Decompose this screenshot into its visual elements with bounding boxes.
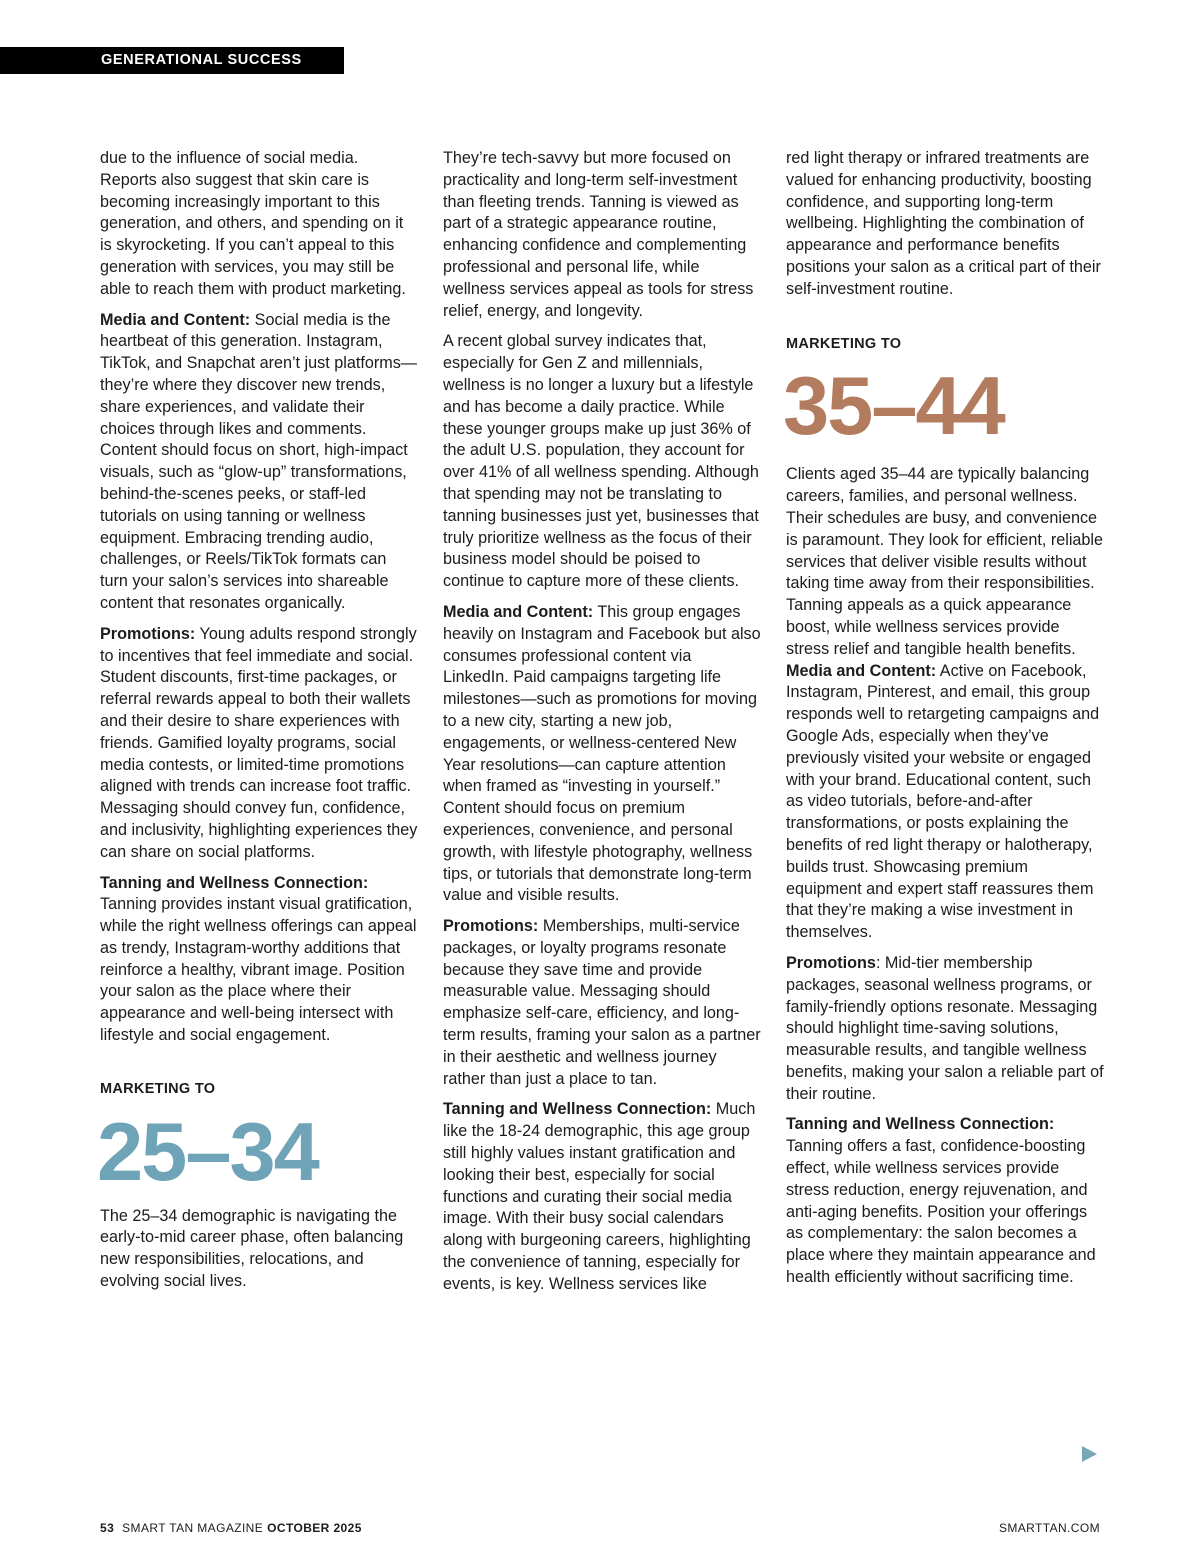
section-title: GENERATIONAL SUCCESS: [101, 52, 302, 68]
age-range-heading: 35–44: [783, 359, 1004, 453]
paragraph-promotions: [443, 916, 761, 1090]
footer-left: [100, 1521, 362, 1535]
paragraph-text: Young adults respond strongly to incentives that feel immediate and social. Student discounts, first-time packages, or referral rewards appeal to both their wallets and their desire to share experiences with friends. Gamified loyalty programs, social media contests, or limited-time promotions aligned with trends can increase foot traffic. Messaging should convey fun, confidence, and inclusivity, highlighting experiences they can share on social platforms.: [100, 624, 418, 861]
paragraph-text: This group engages heavily on Instagram and Facebook but also consumes professional content via LinkedIn. Paid campaigns targeting life milestones—such as promotions for moving to a new city, starting a new job, engagements, or wellness-centered New Year resolutions—can capture attention when framed as “investing in yourself.” Content should focus on premium experiences, convenience, and personal growth, with lifestyle photography, wellness tips, or tutorials that demonstrate long-term value and visible results.: [443, 602, 761, 905]
column-3: [783, 148, 1104, 1298]
paragraph-text: Much like the 18-24 demographic, this age group still highly values instant gratification and looking their best, especially for social functions and curating their social media image. With their busy social calendars along with burgeoning careers, highlighting the convenience of tanning, especially for events, is key. Wellness services like: [443, 1100, 756, 1293]
paragraph-tanning-wellness: [786, 1114, 1104, 1288]
subhead-media: Media and Content:: [443, 602, 594, 621]
paragraph-promotions: [100, 624, 418, 864]
subhead-promotions: Promotions: [786, 953, 876, 972]
paragraph-tanning-wellness: [443, 1099, 761, 1295]
website-url: SMARTTAN.COM: [998, 1521, 1100, 1535]
paragraph-text: Memberships, multi-service packages, or loyalty programs resonate because they save time and provide measurable value. Messaging should emphasize self-care, efficiency, and long-term results, framing your salon as a partner in their aesthetic and wellness journey rather than just a place to tan.: [443, 917, 761, 1088]
paragraph-promotions: [786, 953, 1104, 1106]
marketing-label: MARKETING TO: [100, 1080, 216, 1097]
paragraph-text: Tanning offers a fast, confidence-boosting effect, while wellness services provide stress reduction, energy rejuvenation, and anti-aging benefits. Position your offerings as complementary: the salon becomes a place where they maintain appearance and health efficiently without sacrificing time.: [786, 1137, 1096, 1287]
paragraph: They’re tech-savvy but more focused on practicality and long-term self-investment than fleeting trends. Tanning is viewed as part of a strategic appearance routine, enhancing confidence and complementing professional and personal life, while wellness services appeal as tools for stress relief, energy, and longevity.: [443, 149, 754, 320]
issue-date: OCTOBER 2025: [267, 1521, 362, 1535]
column-1: [97, 148, 418, 1302]
paragraph-text: Active on Facebook, Instagram, Pinterest, and email, this group responds well to retargeting campaigns and Google Ads, especially when they’ve previously visited your website or engaged with your brand. Educational content, such as video tutorials, before-and-after transformations, or posts explaining the benefits of red light therapy or halotherapy, builds trust. Showcasing premium equipment and expert staff reassures them that they’re making a wise investment in themselves.: [786, 661, 1100, 942]
paragraph: A recent global survey indicates that, especially for Gen Z and millennials, wellness is no longer a luxury but a lifestyle and has become a daily practice. While these younger groups make up just 36% of the adult U.S. population, they account for over 41% of all wellness spending. Although that spending may not be translating to tanning businesses just yet, businesses that truly prioritize wellness as the focus of their business model should be poised to continue to capture more of these clients.: [443, 332, 759, 591]
paragraph-media: [100, 310, 418, 615]
magazine-name: SMART TAN MAGAZINE: [122, 1521, 264, 1535]
subhead-media: Media and Content:: [100, 310, 251, 329]
paragraph-text: : Mid-tier membership packages, seasonal wellness programs, or family-friendly options resonate. Messaging should highlight time-saving solutions, measurable results, and tangible wellness benefits, making your salon a reliable part of their routine.: [786, 953, 1104, 1103]
paragraph-text: Social media is the heartbeat of this generation. Instagram, TikTok, and Snapchat aren’t just platforms—they’re where they discover new trends, share experiences, and validate their choices through likes and comments. Content should focus on short, high-impact visuals, such as “glow-up” transformations, behind-the-scenes peeks, or staff-led tutorials on using tanning or wellness equipment. Embracing trending audio, challenges, or Reels/TikTok formats can turn your salon’s services into shareable content that resonates organically.: [100, 310, 417, 612]
paragraph-intro: Clients aged 35–44 are typically balancing careers, families, and personal wellness. Their schedules are busy, and convenience is paramount. They look for efficient, reliable services that deliver visible results without taking time away from their responsibilities. Tanning appeals as a quick appearance boost, while wellness services provide stress relief and tangible health benefits.: [786, 465, 1104, 658]
subhead-promotions: Promotions:: [443, 917, 539, 936]
paragraph: red light therapy or infrared treatments are valued for enhancing productivity, boosting confidence, and supporting long-term wellbeing. Highlighting the combination of appearance and performance benefits positions your salon as a critical part of their self-investment routine.: [786, 149, 1101, 298]
age-range-heading: 25–34: [97, 1104, 318, 1198]
section-header-bar: [0, 47, 344, 74]
subhead-tanning-wellness: Tanning and Wellness Connection:: [443, 1100, 712, 1119]
paragraph-intro: The 25–34 demographic is navigating the early-to-mid career phase, often balancing new responsibilities, relocations, and evolving social lives.: [100, 1206, 404, 1291]
paragraph: due to the influence of social media. Reports also suggest that skin care is becoming increasingly important to this generation, and others, and spending on it is skyrocketing. If you can’t appeal to this generation with services, you may still be able to reach them with product marketing.: [100, 149, 406, 298]
paragraph-text: Tanning provides instant visual gratification, while the right wellness offerings can appeal as trendy, Instagram-worthy additions that reinforce a healthy, vibrant image. Position your salon as the place where their appearance and well-being intersect with lifestyle and social engagement.: [100, 895, 417, 1045]
paragraph-media: [443, 602, 761, 907]
triangle-right-icon: [1082, 1446, 1097, 1462]
subhead-media: Media and Content:: [786, 661, 937, 680]
column-2: [443, 148, 761, 1305]
subhead-promotions: Promotions:: [100, 624, 196, 643]
subhead-tanning-wellness: Tanning and Wellness Connection:: [100, 873, 369, 892]
subhead-tanning-wellness: Tanning and Wellness Connection:: [786, 1115, 1055, 1134]
paragraph-tanning-wellness: [100, 873, 418, 1047]
paragraph-media: [786, 661, 1104, 944]
page-number: 53: [100, 1521, 115, 1535]
marketing-label: MARKETING TO: [786, 335, 902, 352]
